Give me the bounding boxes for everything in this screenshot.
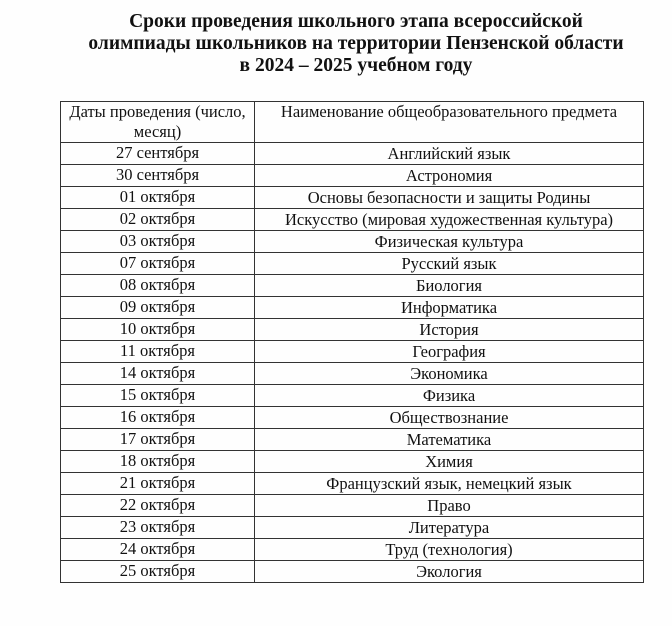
- table-row: [61, 253, 644, 275]
- table-row: [61, 539, 644, 561]
- table-row: [61, 319, 644, 341]
- table-row: [61, 341, 644, 363]
- title-line-3: в 2024 – 2025 учебном году: [239, 55, 473, 76]
- row-date: 30 сентября: [61, 165, 255, 187]
- row-date: 25 октября: [61, 561, 255, 583]
- row-date: 22 октября: [61, 495, 255, 517]
- row-subject: Французский язык, немецкий язык: [255, 473, 644, 495]
- header-date: Даты проведения (число, месяц): [61, 102, 255, 143]
- row-subject: Физика: [255, 385, 644, 407]
- row-date: 24 октября: [61, 539, 255, 561]
- table-row: [61, 187, 644, 209]
- row-subject: География: [255, 341, 644, 363]
- row-subject: Информатика: [255, 297, 644, 319]
- row-subject: Труд (технология): [255, 539, 644, 561]
- document-title: [20, 11, 672, 77]
- row-date: 15 октября: [61, 385, 255, 407]
- row-date: 11 октября: [61, 341, 255, 363]
- row-date: 16 октября: [61, 407, 255, 429]
- table-row: [61, 209, 644, 231]
- row-subject: Основы безопасности и защиты Родины: [255, 187, 644, 209]
- table-row: [61, 495, 644, 517]
- table-row: [61, 143, 644, 165]
- table-row: [61, 429, 644, 451]
- row-subject: Право: [255, 495, 644, 517]
- title-line-2: олимпиады школьников на территории Пензенской области: [88, 33, 624, 54]
- table-row: [61, 561, 644, 583]
- row-subject: История: [255, 319, 644, 341]
- row-date: 21 октября: [61, 473, 255, 495]
- table-row: [61, 275, 644, 297]
- title-line-1: Сроки проведения школьного этапа всероссийской: [129, 11, 583, 32]
- table-row: [61, 451, 644, 473]
- row-subject: Астрономия: [255, 165, 644, 187]
- table-row: [61, 231, 644, 253]
- row-subject: Экология: [255, 561, 644, 583]
- row-subject: Обществознание: [255, 407, 644, 429]
- table-row: [61, 407, 644, 429]
- row-date: 01 октября: [61, 187, 255, 209]
- row-subject: Физическая культура: [255, 231, 644, 253]
- row-date: 03 октября: [61, 231, 255, 253]
- row-subject: Искусство (мировая художественная культура): [255, 209, 644, 231]
- row-date: 23 октября: [61, 517, 255, 539]
- table-row: [61, 473, 644, 495]
- header-subject: Наименование общеобразовательного предмета: [255, 102, 644, 143]
- row-subject: Русский язык: [255, 253, 644, 275]
- row-subject: Химия: [255, 451, 644, 473]
- table-row: [61, 385, 644, 407]
- table-row: [61, 517, 644, 539]
- row-date: 07 октября: [61, 253, 255, 275]
- row-date: 09 октября: [61, 297, 255, 319]
- table-row: [61, 165, 644, 187]
- row-subject: Математика: [255, 429, 644, 451]
- row-subject: Экономика: [255, 363, 644, 385]
- table-header-row: [61, 102, 644, 143]
- row-date: 27 сентября: [61, 143, 255, 165]
- row-date: 08 октября: [61, 275, 255, 297]
- table-row: [61, 363, 644, 385]
- row-date: 10 октября: [61, 319, 255, 341]
- row-subject: Английский язык: [255, 143, 644, 165]
- row-subject: Биология: [255, 275, 644, 297]
- row-date: 02 октября: [61, 209, 255, 231]
- row-date: 17 октября: [61, 429, 255, 451]
- schedule-table: [60, 101, 644, 583]
- row-date: 14 октября: [61, 363, 255, 385]
- table-row: [61, 297, 644, 319]
- row-date: 18 октября: [61, 451, 255, 473]
- row-subject: Литература: [255, 517, 644, 539]
